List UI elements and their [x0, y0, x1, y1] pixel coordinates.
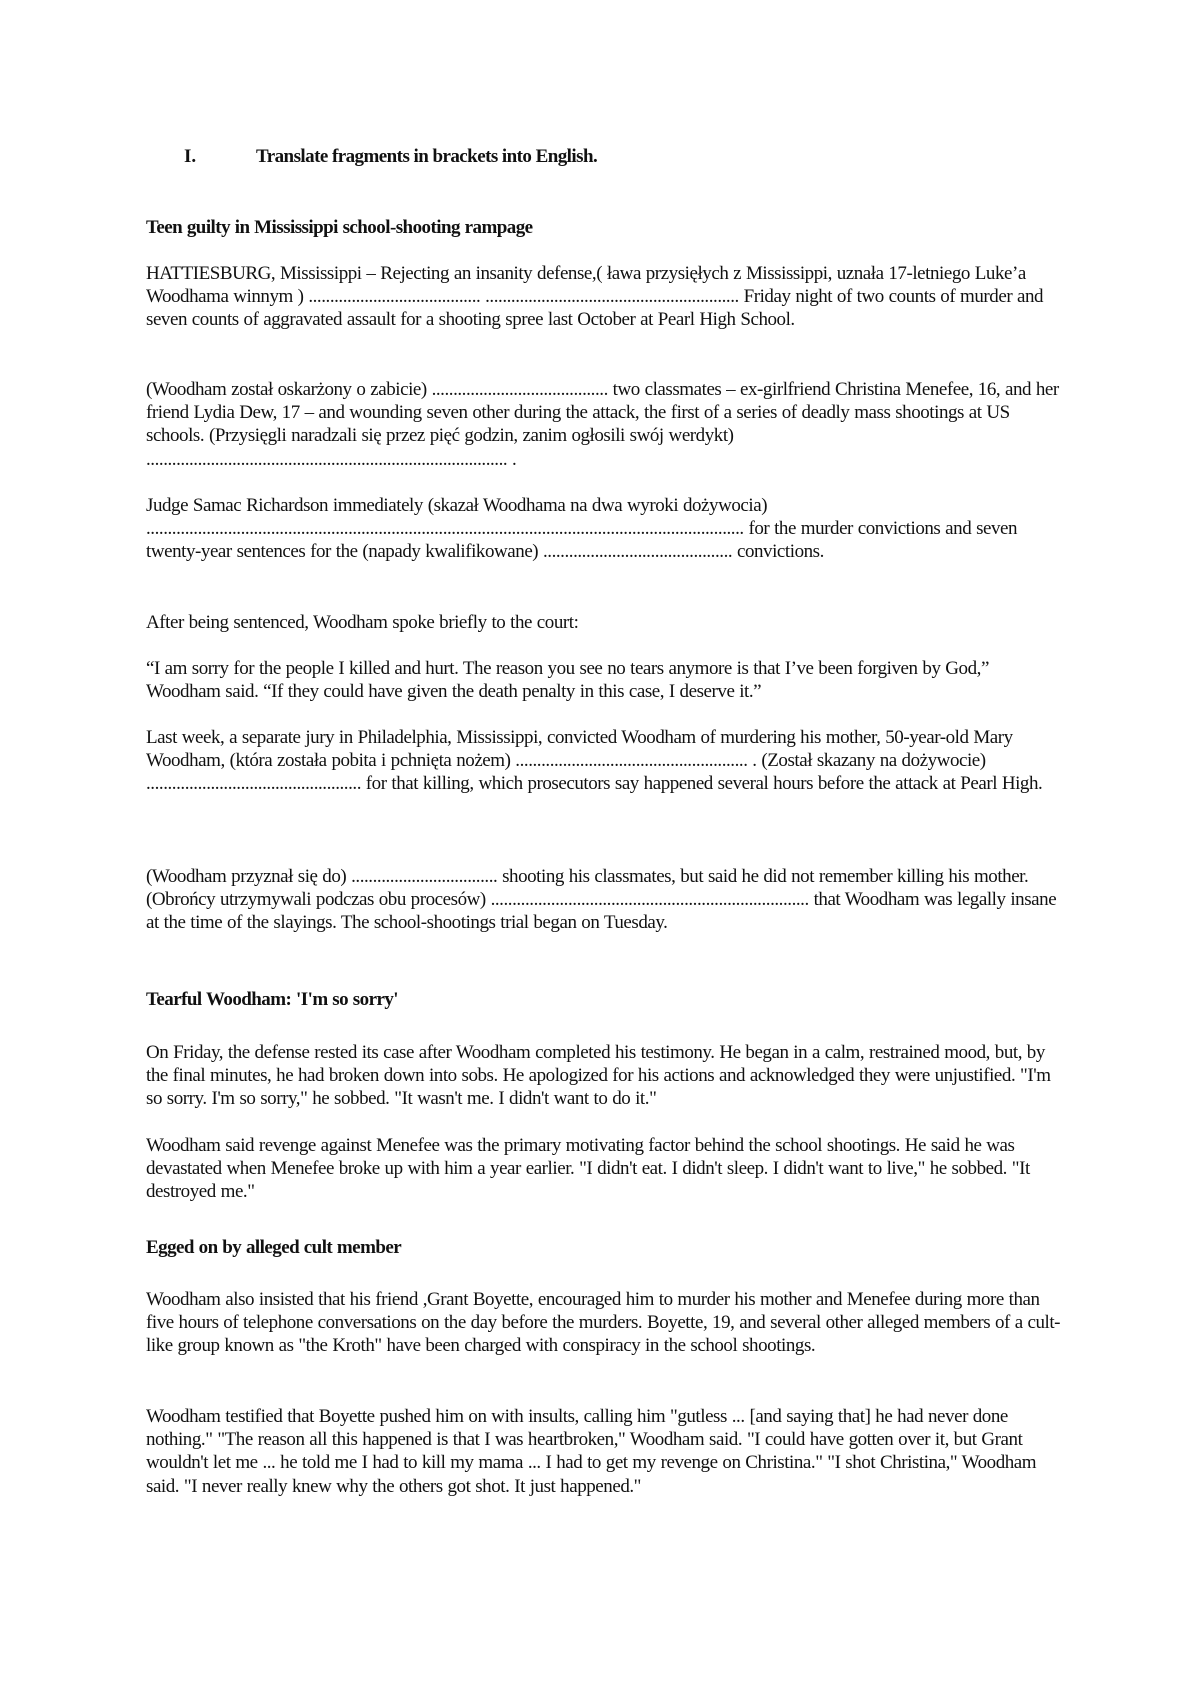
- article-headline: Teen guilty in Mississippi school-shooting rampage: [146, 217, 533, 238]
- section-number: I.: [184, 146, 197, 167]
- article-headline: Tearful Woodham: 'I'm so sorry': [146, 989, 399, 1010]
- paragraph: Woodham said revenge against Menefee was the primary motivating factor behind the school shootings. He said he was devastated when Menefee broke up with him a year earlier. "I didn't eat. I didn't sleep. I didn't want to live," he sobbed. "It destroyed me.": [146, 1135, 1030, 1203]
- paragraph: Woodham also insisted that his friend ,Grant Boyette, encouraged him to murder his mother and Menefee during more than five hours of telephone conversations on the day before the murders. Boyette, 19, and several other alleged members of a cult-like group known as "the Kroth" have been charged with conspiracy in the school shootings.: [146, 1289, 1061, 1357]
- paragraph: Last week, a separate jury in Philadelphia, Mississippi, convicted Woodham of murdering his mother, 50-year-old Mary Woodham, (która została pobita i pchnięta nożem) ...................................................... . (Został skazany na dożywocie) .................................................. for that killing, which prosecutors say happened several hours before the attack at Pearl High.: [146, 727, 1043, 795]
- paragraph: HATTIESBURG, Mississippi – Rejecting an insanity defense,( ława przysięłych z Mississippi, uznała 17-letniego Luke’a Woodhama winnym ) ........................................ ........................................................... Friday night of two counts of murder and seven counts of aggravated assault for a shooting spree last October at Pearl High School.: [146, 263, 1044, 331]
- paragraph: After being sentenced, Woodham spoke briefly to the court:: [146, 612, 579, 633]
- paragraph: Judge Samac Richardson immediately (skazał Woodhama na dwa wyroki dożywocia) ........................................................................................................................................... for the murder convictions and seven twenty-year sentences for the (napady kwalifikowane) ............................................ convictions.: [146, 495, 1018, 563]
- paragraph: (Woodham został oskarżony o zabicie) ......................................... two classmates – ex-girlfriend Christina Menefee, 16, and her friend Lydia Dew, 17 – and wounding seven other during the attack, the first of a series of deadly mass shootings at US schools. (Przysięgli naradzali się przez pięć godzin, zanim ogłosili swój werdykt) .................................................................................... .: [146, 379, 1059, 470]
- paragraph: (Woodham przyznał się do) .................................. shooting his classmates, but said he did not remember killing his mother. (Obrońcy utrzymywali podczas obu procesów) .......................................................................... that Woodham was legally insane at the time of the slayings. The school-shootings trial began on Tuesday.: [146, 866, 1057, 934]
- paragraph: “I am sorry for the people I killed and hurt. The reason you see no tears anymore is that I’ve been forgiven by God,” Woodham said. “If they could have given the death penalty in this case, I deserve it.”: [146, 658, 989, 703]
- paragraph: Woodham testified that Boyette pushed him on with insults, calling him "gutless ... [and saying that] he had never done nothing." "The reason all this happened is that I was heartbroken," Woodham said. "I could have gotten over it, but Grant wouldn't let me ... he told me I had to kill my mama ... I had to get my revenge on Christina." "I shot Christina," Woodham said. "I never really knew why the others got shot. It just happened.": [146, 1406, 1037, 1497]
- paragraph: On Friday, the defense rested its case after Woodham completed his testimony. He began in a calm, restrained mood, but, by the final minutes, he had broken down into sobs. He apologized for his actions and acknowledged they were unjustified. "I'm so sorry. I'm so sorry," he sobbed. "It wasn't me. I didn't want to do it.": [146, 1042, 1051, 1110]
- article-headline: Egged on by alleged cult member: [146, 1237, 402, 1258]
- section-title: Translate fragments in brackets into English.: [256, 146, 598, 167]
